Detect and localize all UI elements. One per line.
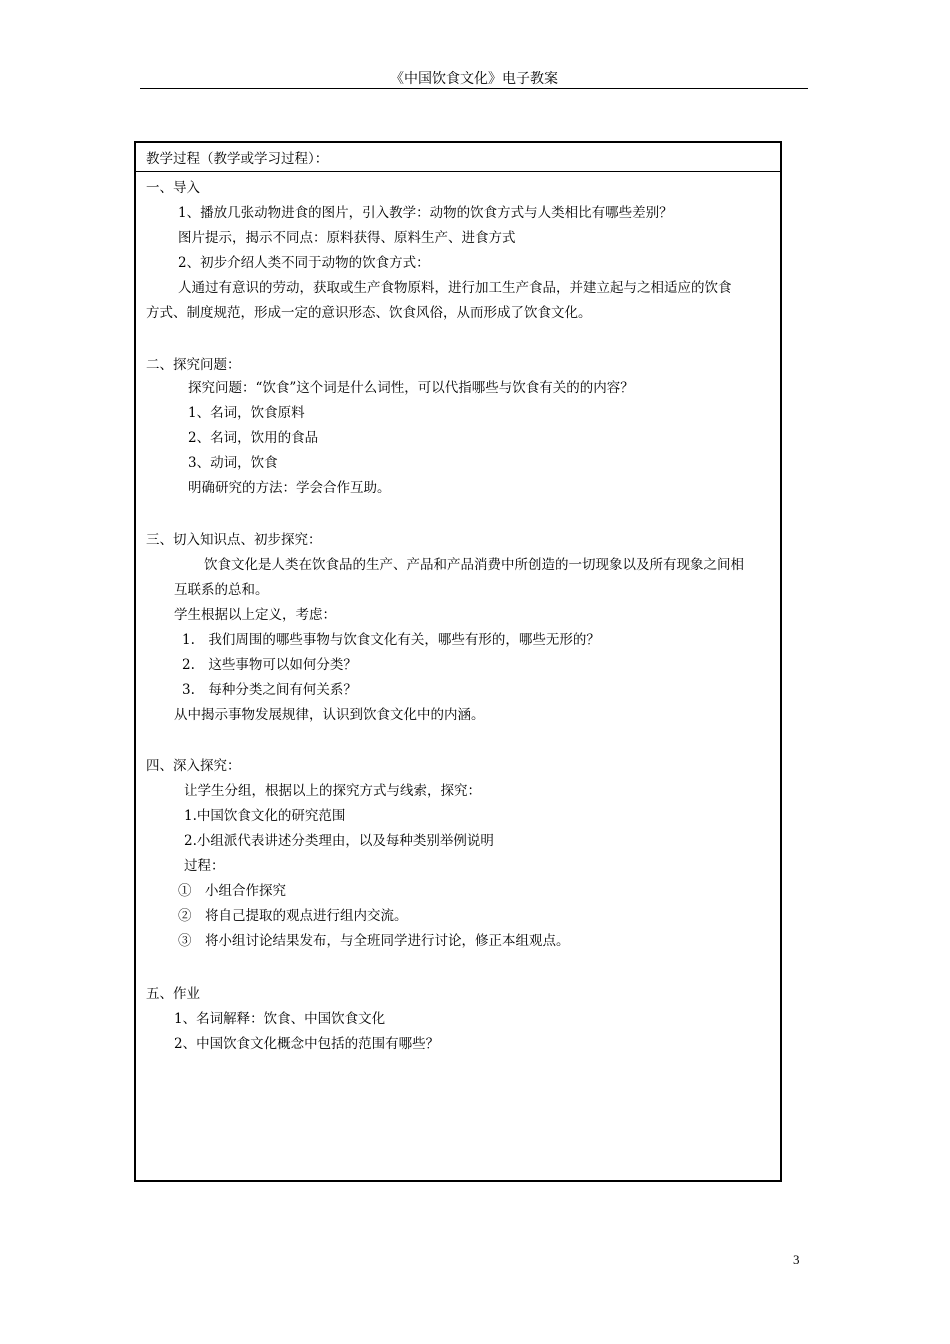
section-line: 互联系的总和。 <box>174 582 269 598</box>
section-line: 学生根据以上定义，考虑： <box>174 607 336 623</box>
section-line: 从中揭示事物发展规律，认识到饮食文化中的内涵。 <box>174 707 485 723</box>
box-title-rule <box>136 171 780 172</box>
section-heading-intro: 一、导入 <box>146 180 200 196</box>
section-line: 2. 这些事物可以如何分类？ <box>182 657 357 673</box>
box-title: 教学过程（教学或学习过程）： <box>146 151 329 167</box>
section-line: 2.小组派代表讲述分类理由，以及每种类别举例说明 <box>184 833 494 849</box>
section-line: 1、名词解释：饮食、中国饮食文化 <box>174 1011 386 1027</box>
section-line: 饮食文化是人类在饮食品的生产、产品和产品消费中所创造的一切现象以及所有现象之间相 <box>204 557 744 573</box>
lesson-process-box <box>134 141 782 1182</box>
section-line: 1、播放几张动物进食的图片，引入教学：动物的饮食方式与人类相比有哪些差别？ <box>178 205 673 221</box>
section-line: 2、初步介绍人类不同于动物的饮食方式： <box>178 255 430 271</box>
section-line: ② 将自己提取的观点进行组内交流。 <box>178 908 408 924</box>
section-line: ① 小组合作探究 <box>178 883 286 899</box>
section-line: 1、名词，饮食原料 <box>188 405 305 421</box>
section-line: 3. 每种分类之间有何关系？ <box>182 682 357 698</box>
section-heading-inquiry: 二、探究问题： <box>146 357 241 373</box>
header-rule <box>140 88 808 89</box>
page-number: 3 <box>793 1252 800 1267</box>
section-line: 方式、制度规范，形成一定的意识形态、饮食风俗，从而形成了饮食文化。 <box>146 305 592 321</box>
section-line: 明确研究的方法：学会合作互助。 <box>188 480 391 496</box>
section-line: 1.中国饮食文化的研究范围 <box>184 808 346 824</box>
section-line: 图片提示，揭示不同点：原料获得、原料生产、进食方式 <box>178 230 516 246</box>
section-line: 人通过有意识的劳动，获取或生产食物原料，进行加工生产食品，并建立起与之相适应的饮食 <box>178 280 732 296</box>
section-line: 探究问题：“饮食”这个词是什么词性，可以代指哪些与饮食有关的的内容？ <box>188 380 634 396</box>
section-heading-knowledge: 三、切入知识点、初步探究： <box>146 532 322 548</box>
section-heading-homework: 五、作业 <box>146 986 200 1002</box>
section-line: 让学生分组，根据以上的探究方式与线索，探究： <box>184 783 481 799</box>
section-heading-deep-inquiry: 四、深入探究： <box>146 758 241 774</box>
section-line: 过程： <box>184 858 225 874</box>
section-line: 2、名词，饮用的食品 <box>188 430 319 446</box>
section-line: 1. 我们周围的哪些事物与饮食文化有关，哪些有形的，哪些无形的？ <box>182 632 600 648</box>
section-line: 3、动词，饮食 <box>188 455 278 471</box>
section-line: ③ 将小组讨论结果发布，与全班同学进行讨论，修正本组观点。 <box>178 933 570 949</box>
page-header: 《中国饮食文化》电子教案 <box>390 71 558 87</box>
section-line: 2、中国饮食文化概念中包括的范围有哪些？ <box>174 1036 440 1052</box>
